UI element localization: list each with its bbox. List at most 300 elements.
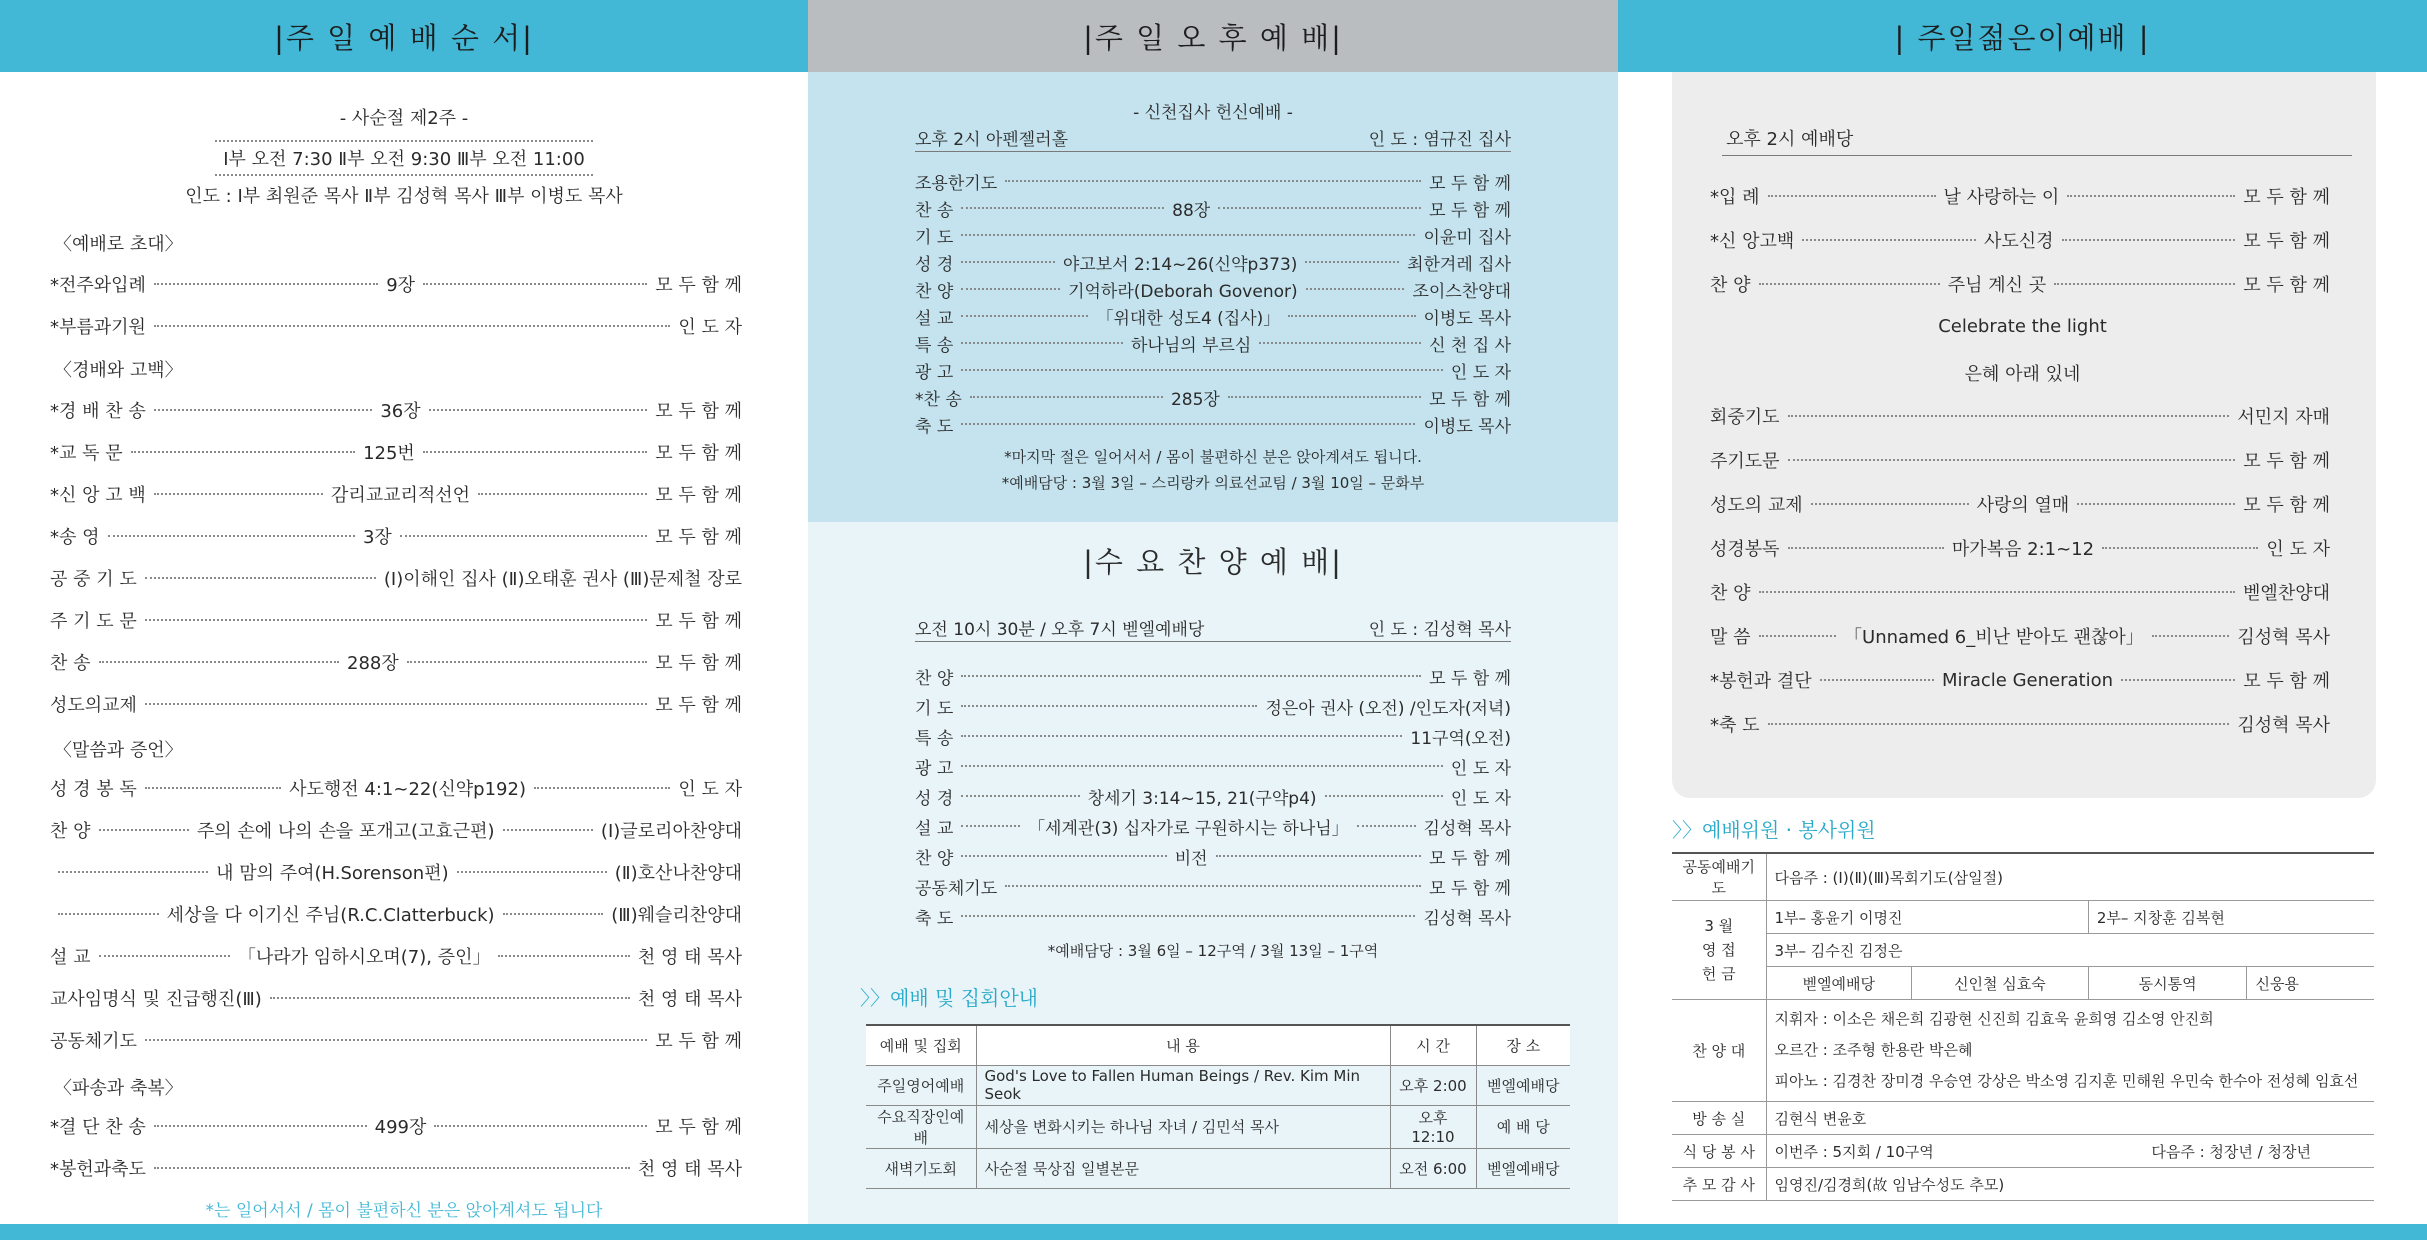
afternoon-place: 오후 2시 아펜젤러홀 bbox=[915, 130, 1068, 150]
order-label: 성 경 bbox=[915, 788, 954, 809]
table-cell: 주일영어예배 bbox=[866, 1065, 976, 1105]
order-content: 정은아 권사 (오전) /인도자(저녁) bbox=[1265, 698, 1511, 719]
song-line-2: 은혜 아래 있네 bbox=[1964, 364, 2081, 385]
season-label: - 사순절 제2주 - bbox=[339, 108, 469, 129]
order-label: 주 기 도 문 bbox=[50, 611, 137, 632]
order-label: 공동체기도 bbox=[915, 878, 998, 899]
table-row bbox=[1672, 1000, 2374, 1102]
dot-leader bbox=[2067, 195, 2235, 197]
dot-leader bbox=[1759, 591, 2236, 593]
staff-value: 이번주 : 5지회 / 10구역 bbox=[1766, 1135, 2088, 1168]
dot-leader bbox=[1788, 547, 1944, 549]
afternoon-subtitle: - 신천집사 헌신예배 - bbox=[1133, 103, 1293, 123]
dot-leader bbox=[961, 369, 1443, 371]
standing-note: *는 일어서서 / 몸이 불편하신 분은 앉아계셔도 됩니다 bbox=[205, 1201, 603, 1221]
order-label: 공 중 기 도 bbox=[50, 569, 137, 590]
order-content: 주의 손에 나의 손을 포개고(고효근편) bbox=[196, 821, 495, 842]
order-row bbox=[50, 775, 742, 801]
dot-leader bbox=[154, 1167, 630, 1169]
section-worship-confession: 〈경배와 고백〉 bbox=[54, 360, 183, 381]
afternoon-header-row bbox=[915, 124, 1511, 152]
order-person: (Ⅲ)웨슬리찬양대 bbox=[611, 905, 742, 926]
staff-title: 〉〉예배위원 · 봉사위원 bbox=[1672, 818, 1876, 842]
order-row bbox=[50, 985, 742, 1011]
order-row bbox=[915, 843, 1511, 869]
order-content: 9장 bbox=[386, 275, 416, 296]
dot-leader bbox=[457, 871, 607, 873]
order-row bbox=[50, 439, 742, 465]
order-person: 인 도 자 bbox=[2266, 539, 2330, 560]
dot-leader bbox=[1768, 195, 1936, 197]
order-row bbox=[915, 723, 1511, 749]
dot-leader bbox=[961, 705, 1257, 707]
order-content: 3장 bbox=[362, 527, 392, 548]
order-person: 김성혁 목사 bbox=[1423, 908, 1511, 929]
dot-leader bbox=[503, 829, 593, 831]
order-row bbox=[50, 901, 742, 927]
dot-leader bbox=[1357, 825, 1416, 827]
order-label: 기 도 bbox=[915, 227, 954, 248]
staff-value: 1부– 홍윤기 이명진 bbox=[1766, 901, 2088, 934]
order-row bbox=[915, 753, 1511, 779]
order-label: 찬 양 bbox=[915, 848, 954, 869]
wednesday-leader: 인 도 : 김성혁 목사 bbox=[1368, 620, 1511, 640]
order-person: 모 두 함 께 bbox=[655, 443, 743, 464]
order-label: 성 경 봉 독 bbox=[50, 779, 137, 800]
dot-leader bbox=[407, 661, 648, 663]
order-row bbox=[915, 195, 1511, 221]
order-person: 김성혁 목사 bbox=[1423, 818, 1512, 839]
choir-organists: 오르간 : 조주형 한용란 박은혜 bbox=[1774, 1041, 1973, 1059]
order-label: 설 교 bbox=[915, 818, 954, 839]
order-person: 모 두 함 께 bbox=[655, 527, 742, 548]
dot-leader bbox=[1788, 415, 2230, 417]
order-person: 이병도 목사 bbox=[1423, 416, 1511, 437]
order-content: 사랑의 열매 bbox=[1976, 495, 2070, 516]
order-row bbox=[50, 1155, 742, 1181]
order-label: 교사임명식 및 진급행진(Ⅲ) bbox=[50, 989, 262, 1010]
order-person: 모 두 함 께 bbox=[1429, 878, 1511, 899]
wednesday-note: *예배담당 : 3월 6일 – 12구역 / 3월 13일 – 1구역 bbox=[1047, 942, 1379, 960]
afternoon-note-2: *예배담당 : 3월 3일 – 스리랑카 의료선교팀 / 3월 10일 – 문화부 bbox=[1001, 474, 1425, 492]
order-person: 이윤미 집사 bbox=[1423, 227, 1511, 248]
dot-leader bbox=[2102, 547, 2258, 549]
wednesday-place: 오전 10시 30분 / 오후 7시 벧엘예배당 bbox=[915, 620, 1205, 640]
table-row bbox=[866, 1148, 1570, 1188]
dot-leader bbox=[961, 765, 1443, 767]
afternoon-note-1: *마지막 절은 일어서서 / 몸이 불편하신 분은 앉아계셔도 됩니다. bbox=[1004, 448, 1422, 466]
order-label: 공동체기도 bbox=[50, 1031, 137, 1052]
order-person: 인 도 자 bbox=[1450, 758, 1511, 779]
dot-leader bbox=[498, 955, 629, 957]
order-content: 사도행전 4:1~22(신약p192) bbox=[289, 779, 526, 800]
order-person: 모 두 함 께 bbox=[1429, 668, 1511, 689]
order-person: 모 두 함 께 bbox=[2243, 231, 2330, 252]
service-leaders: 인도 : Ⅰ부 최원준 목사 Ⅱ부 김성혁 목사 Ⅲ부 이병도 목사 bbox=[185, 186, 623, 207]
dot-leader bbox=[1811, 503, 1969, 505]
order-content: 세상을 다 이기신 주님(R.C.Clatterbuck) bbox=[166, 905, 495, 926]
gathering-header: 장 소 bbox=[1476, 1025, 1570, 1065]
dot-leader bbox=[961, 675, 1421, 677]
table-cell: 사순절 묵상집 일별본문 bbox=[976, 1148, 1390, 1188]
order-person: 모 두 함 께 bbox=[1429, 848, 1512, 869]
order-label: 주기도문 bbox=[1710, 451, 1780, 472]
order-label: 광 고 bbox=[915, 758, 954, 779]
dot-leader bbox=[961, 261, 1055, 263]
dot-leader bbox=[131, 451, 355, 453]
dot-leader bbox=[2062, 239, 2236, 241]
order-label: 기 도 bbox=[915, 698, 954, 719]
order-label: *봉헌과 결단 bbox=[1710, 671, 1812, 692]
dot-leader bbox=[1306, 288, 1405, 290]
choir-cell bbox=[1766, 1000, 2374, 1102]
dot-leader bbox=[400, 535, 647, 537]
order-person: 모 두 함 께 bbox=[2243, 451, 2330, 472]
wednesday-header-row bbox=[915, 614, 1511, 642]
order-label: 찬 양 bbox=[915, 281, 954, 302]
dot-leader bbox=[1218, 207, 1421, 209]
dot-leader bbox=[434, 1125, 647, 1127]
dot-leader bbox=[478, 493, 647, 495]
gathering-header-row bbox=[866, 1025, 1570, 1065]
table-row bbox=[1672, 1168, 2374, 1201]
order-person: 모 두 함 께 bbox=[655, 695, 742, 716]
sunday-worship-title: |주 일 예 배 순 서| bbox=[0, 0, 808, 72]
table-row bbox=[1672, 1102, 2374, 1135]
order-content: 내 맘의 주여(H.Sorenson편) bbox=[216, 863, 449, 884]
order-row bbox=[915, 411, 1511, 437]
order-label: *전주와입례 bbox=[50, 275, 146, 296]
order-person: 천 영 태 목사 bbox=[637, 989, 742, 1010]
order-row bbox=[50, 271, 742, 297]
bottom-bar bbox=[0, 1224, 2427, 1240]
order-label: *입 례 bbox=[1710, 187, 1760, 208]
order-person: 모 두 함 께 bbox=[655, 1117, 742, 1138]
young-adult-worship-title: | 주일젊은이예배 | bbox=[1618, 0, 2427, 72]
dot-leader bbox=[270, 997, 630, 999]
table-row bbox=[1672, 934, 2374, 967]
service-times-text: Ⅰ부 오전 7:30 Ⅱ부 오전 9:30 Ⅲ부 오전 11:00 bbox=[215, 140, 593, 176]
table-row bbox=[1672, 853, 2374, 901]
order-row bbox=[915, 384, 1511, 410]
order-row bbox=[915, 357, 1511, 383]
order-person: 벧엘찬양대 bbox=[2243, 583, 2330, 604]
dot-leader bbox=[154, 1125, 367, 1127]
order-row bbox=[1710, 446, 2330, 474]
table-cell: 예 배 당 bbox=[1476, 1105, 1570, 1148]
staff-value: 신웅용 bbox=[2247, 967, 2374, 1000]
order-row bbox=[1710, 534, 2330, 562]
order-person: 모 두 함 께 bbox=[655, 653, 742, 674]
table-cell: 세상을 변화시키는 하나님 자녀 / 김민석 목사 bbox=[976, 1105, 1390, 1148]
order-person: 서민지 자매 bbox=[2237, 407, 2330, 428]
section-word-witness: 〈말씀과 증언〉 bbox=[54, 740, 183, 761]
staff-value: 다음주 : (Ⅰ)(Ⅱ)(Ⅲ)목회기도(삼일절) bbox=[1766, 853, 2374, 901]
order-content: 125번 bbox=[363, 443, 415, 464]
staff-value: 벧엘예배당 bbox=[1766, 967, 1912, 1000]
order-person: 모 두 함 께 bbox=[2243, 495, 2330, 516]
staff-category: 3 월 영 접 헌 금 bbox=[1672, 901, 1766, 1000]
section-sending-blessing: 〈파송과 축복〉 bbox=[54, 1078, 183, 1099]
order-label: *찬 송 bbox=[915, 389, 962, 410]
order-row bbox=[50, 565, 742, 591]
dot-leader bbox=[961, 795, 1079, 797]
afternoon-worship-column bbox=[808, 0, 1618, 1240]
dot-leader bbox=[1305, 261, 1399, 263]
dot-leader bbox=[1228, 396, 1421, 398]
table-cell: 새벽기도회 bbox=[866, 1148, 976, 1188]
dot-leader bbox=[961, 825, 1020, 827]
order-person: 모 두 함 께 bbox=[1429, 173, 1511, 194]
order-label: 설 교 bbox=[915, 308, 954, 329]
order-person: 인 도 자 bbox=[1450, 362, 1511, 383]
order-person: 모 두 함 께 bbox=[655, 275, 743, 296]
order-person: 모 두 함 께 bbox=[655, 401, 743, 422]
dot-leader bbox=[2152, 635, 2230, 637]
dot-leader bbox=[961, 735, 1402, 737]
order-content: 288장 bbox=[347, 653, 399, 674]
staff-value: 임영진/김경희(故 임남수성도 추모) bbox=[1766, 1168, 2374, 1201]
order-row bbox=[50, 943, 742, 969]
order-content: 285장 bbox=[1170, 389, 1220, 410]
order-row bbox=[50, 607, 742, 633]
gathering-table bbox=[866, 1024, 1570, 1189]
order-row bbox=[1710, 710, 2330, 738]
table-cell: 벧엘예배당 bbox=[1476, 1065, 1570, 1105]
order-content: 비전 bbox=[1174, 848, 1208, 869]
order-row bbox=[1710, 226, 2330, 254]
order-content: 날 사랑하는 이 bbox=[1943, 187, 2060, 208]
dot-leader bbox=[534, 787, 670, 789]
staff-value: 신인철 심효숙 bbox=[1912, 967, 2089, 1000]
dot-leader bbox=[961, 855, 1167, 857]
gathering-header: 내 용 bbox=[976, 1025, 1390, 1065]
order-row bbox=[915, 303, 1511, 329]
order-content: 「나라가 임하시오며(7), 증인」 bbox=[237, 947, 491, 968]
order-row bbox=[50, 313, 742, 339]
dot-leader bbox=[2054, 283, 2235, 285]
dot-leader bbox=[503, 913, 604, 915]
staff-value: 2부– 지창훈 김복현 bbox=[2088, 901, 2374, 934]
order-label: 조용한기도 bbox=[915, 173, 998, 194]
dot-leader bbox=[99, 829, 189, 831]
order-label: 찬 양 bbox=[50, 821, 91, 842]
order-person: 모 두 함 께 bbox=[655, 485, 743, 506]
dot-leader bbox=[1759, 635, 1837, 637]
order-label: 말 씀 bbox=[1710, 627, 1751, 648]
order-person: 모 두 함 께 bbox=[2243, 275, 2331, 296]
order-label: *송 영 bbox=[50, 527, 100, 548]
order-person: 김성혁 목사 bbox=[2237, 715, 2330, 736]
order-row bbox=[50, 397, 742, 423]
dot-leader bbox=[961, 315, 1088, 317]
dot-leader bbox=[1759, 283, 1940, 285]
dot-leader bbox=[423, 451, 647, 453]
order-label: 특 송 bbox=[915, 728, 954, 749]
order-person: (Ⅰ)이해인 집사 (Ⅱ)오태훈 권사 (Ⅲ)문제철 장로 bbox=[383, 569, 742, 590]
staff-value: 다음주 : 청장년 / 청장년 bbox=[2088, 1135, 2374, 1168]
dot-leader bbox=[1288, 315, 1415, 317]
staff-category: 추 모 감 사 bbox=[1672, 1168, 1766, 1201]
order-row bbox=[915, 663, 1511, 689]
order-row bbox=[50, 523, 742, 549]
dot-leader bbox=[1216, 855, 1422, 857]
order-label: *신 앙고백 bbox=[1710, 231, 1795, 252]
order-label: 성도의 교제 bbox=[1710, 495, 1803, 516]
choir-conductors: 지휘자 : 이소은 채은희 김광현 신진희 김효욱 윤희영 김소영 안진희 bbox=[1774, 1010, 2214, 1028]
dot-leader bbox=[961, 207, 1164, 209]
gathering-header: 예배 및 집회 bbox=[866, 1025, 976, 1065]
table-row bbox=[1672, 901, 2374, 934]
dot-leader bbox=[961, 342, 1123, 344]
table-cell: 오후 2:00 bbox=[1390, 1065, 1476, 1105]
order-label: 특 송 bbox=[915, 335, 954, 356]
order-person: 모 두 함 께 bbox=[2243, 187, 2330, 208]
order-label: 회중기도 bbox=[1710, 407, 1780, 428]
order-content: Miracle Generation bbox=[1941, 669, 2114, 691]
order-label: 찬 양 bbox=[915, 668, 954, 689]
order-label: 설 교 bbox=[50, 947, 91, 968]
order-row bbox=[1710, 270, 2330, 298]
staff-value: 김현식 변윤호 bbox=[1766, 1102, 2374, 1135]
order-label: 찬 송 bbox=[50, 653, 91, 674]
table-cell: 수요직장인예배 bbox=[866, 1105, 976, 1148]
dot-leader bbox=[961, 423, 1415, 425]
order-person: 신 천 집 사 bbox=[1429, 335, 1512, 356]
dot-leader bbox=[154, 409, 373, 411]
order-row bbox=[50, 481, 742, 507]
dot-leader bbox=[961, 234, 1415, 236]
dot-leader bbox=[1788, 459, 2236, 461]
order-person: 11구역(오전) bbox=[1410, 728, 1511, 749]
order-person: (Ⅱ)호산나찬양대 bbox=[614, 863, 742, 884]
order-content: 「Unnamed 6_비난 받아도 괜찮아」 bbox=[1844, 627, 2144, 648]
dot-leader bbox=[145, 577, 376, 579]
dot-leader bbox=[961, 288, 1060, 290]
order-label: *신 앙 고 백 bbox=[50, 485, 146, 506]
order-label: *결 단 찬 송 bbox=[50, 1117, 146, 1138]
staff-category: 공동예배기도 bbox=[1672, 853, 1766, 901]
table-row bbox=[866, 1105, 1570, 1148]
dot-leader bbox=[145, 1039, 647, 1041]
dot-leader bbox=[1259, 342, 1421, 344]
order-row bbox=[50, 817, 742, 843]
order-row bbox=[915, 168, 1511, 194]
order-row bbox=[50, 859, 742, 885]
order-label: *부름과기원 bbox=[50, 317, 146, 338]
order-content: 「위대한 성도4 (집사)」 bbox=[1096, 308, 1281, 329]
afternoon-leader: 인 도 : 염규진 집사 bbox=[1368, 130, 1511, 150]
gathering-header: 시 간 bbox=[1390, 1025, 1476, 1065]
order-person: 천 영 태 목사 bbox=[637, 947, 742, 968]
order-row bbox=[50, 691, 742, 717]
order-label: *봉헌과축도 bbox=[50, 1159, 146, 1180]
staff-category: 식 당 봉 사 bbox=[1672, 1135, 1766, 1168]
order-person: 천 영 태 목사 bbox=[637, 1159, 742, 1180]
order-row bbox=[1710, 182, 2330, 210]
staff-value: 3부– 김수진 김정은 bbox=[1766, 934, 2374, 967]
order-person: 모 두 함 께 bbox=[1429, 389, 1511, 410]
afternoon-worship-title: |주 일 오 후 예 배| bbox=[808, 0, 1618, 72]
order-content: 「세계관(3) 십자가로 구원하시는 하나님」 bbox=[1028, 818, 1349, 839]
order-row bbox=[915, 813, 1511, 839]
dot-leader bbox=[1005, 885, 1421, 887]
order-person: 모 두 함 께 bbox=[655, 611, 742, 632]
order-content: 기억하라(Deborah Govenor) bbox=[1068, 281, 1298, 302]
table-cell: 오전 6:00 bbox=[1390, 1148, 1476, 1188]
order-row bbox=[915, 222, 1511, 248]
table-cell: 벧엘예배당 bbox=[1476, 1148, 1570, 1188]
order-row bbox=[915, 330, 1511, 356]
choir-pianists: 피아노 : 김경찬 장미경 우승연 강상은 박소영 김지훈 민해원 우민숙 한수아 전성혜 임효선 bbox=[1774, 1072, 2359, 1090]
order-label: 축 도 bbox=[915, 908, 954, 929]
order-label: 찬 송 bbox=[915, 200, 954, 221]
order-label: *교 독 문 bbox=[50, 443, 123, 464]
order-person: 인 도 자 bbox=[678, 317, 742, 338]
order-label: 성경봉독 bbox=[1710, 539, 1780, 560]
order-label: 축 도 bbox=[915, 416, 954, 437]
order-content: 마가복음 2:1~12 bbox=[1951, 539, 2095, 560]
dot-leader bbox=[1820, 679, 1934, 681]
order-row bbox=[50, 1027, 742, 1053]
gathering-info-title: 〉〉예배 및 집회안내 bbox=[860, 986, 1038, 1010]
table-cell: 오후 12:10 bbox=[1390, 1105, 1476, 1148]
order-content: 야고보서 2:14~26(신약p373) bbox=[1062, 254, 1298, 275]
order-content: 88장 bbox=[1172, 200, 1211, 221]
dot-leader bbox=[2077, 503, 2235, 505]
order-person: 인 도 자 bbox=[1450, 788, 1511, 809]
dot-leader bbox=[154, 325, 670, 327]
order-person: 모 두 함 께 bbox=[2243, 671, 2330, 692]
order-row bbox=[50, 649, 742, 675]
dot-leader bbox=[108, 535, 355, 537]
order-row bbox=[1710, 490, 2330, 518]
order-row bbox=[50, 1113, 742, 1139]
dot-leader bbox=[154, 493, 323, 495]
order-label: *축 도 bbox=[1710, 715, 1760, 736]
section-invitation: 〈예배로 초대〉 bbox=[54, 234, 183, 255]
dot-leader bbox=[423, 283, 647, 285]
table-row bbox=[866, 1065, 1570, 1105]
order-row bbox=[915, 783, 1511, 809]
order-person: 모 두 함 께 bbox=[1429, 200, 1511, 221]
dot-leader bbox=[1802, 239, 1976, 241]
service-times bbox=[0, 140, 808, 176]
staff-table bbox=[1672, 852, 2374, 1201]
staff-category: 방 송 실 bbox=[1672, 1102, 1766, 1135]
wednesday-worship-title: |수 요 찬 양 예 배| bbox=[1083, 545, 1343, 579]
order-person: 조이스찬양대 bbox=[1412, 281, 1511, 302]
song-line-1: Celebrate the light bbox=[1938, 316, 2107, 337]
table-row bbox=[1672, 967, 2374, 1000]
dot-leader bbox=[99, 955, 230, 957]
order-label: 광 고 bbox=[915, 362, 954, 383]
dot-leader bbox=[1768, 723, 2230, 725]
dot-leader bbox=[154, 283, 378, 285]
order-content: 499장 bbox=[374, 1117, 427, 1138]
staff-value: 동시통역 bbox=[2088, 967, 2247, 1000]
order-label: 성도의교제 bbox=[50, 695, 137, 716]
dot-leader bbox=[970, 396, 1163, 398]
dot-leader bbox=[961, 915, 1415, 917]
order-label: 찬 양 bbox=[1710, 275, 1751, 296]
order-content: 하나님의 부르심 bbox=[1131, 335, 1252, 356]
dot-leader bbox=[1005, 180, 1421, 182]
order-row bbox=[1710, 578, 2330, 606]
staff-category: 찬 양 대 bbox=[1672, 1000, 1766, 1102]
order-content: 창세기 3:14~15, 21(구약p4) bbox=[1087, 788, 1317, 809]
dot-leader bbox=[58, 913, 159, 915]
